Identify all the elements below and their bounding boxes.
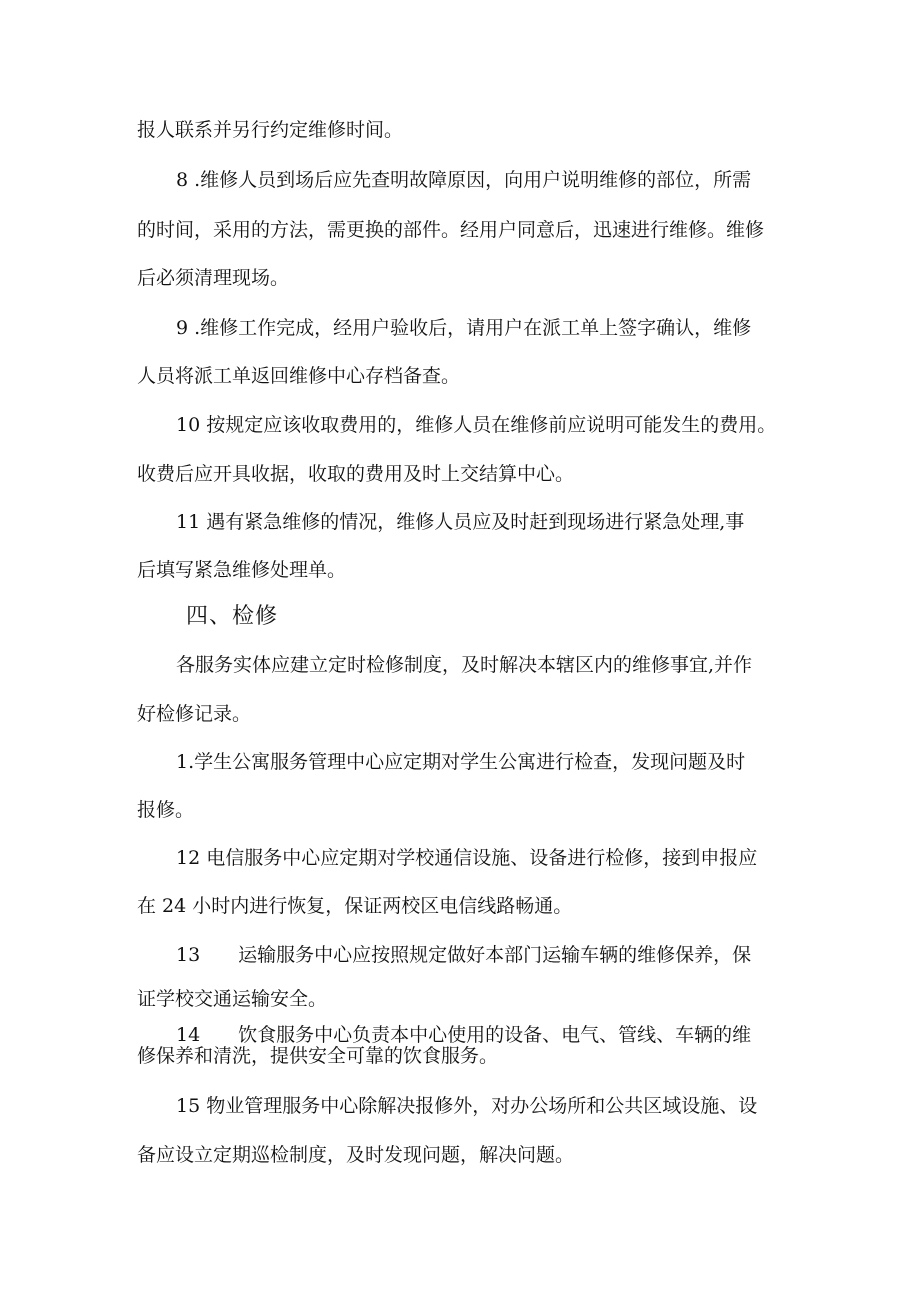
paragraph-9-line-1: 9 .维修工作完成，经用户验收后，请用户在派工单上签字确认，维修 [176, 317, 752, 339]
paragraph-10-line-1: 10 按规定应该收取费用的，维修人员在维修前应说明可能发生的费用。 [176, 414, 777, 436]
paragraph-10-line-2: 收费后应开具收据，收取的费用及时上交结算中心。 [137, 463, 575, 485]
item-15-line-1: 15 物业管理服务中心除解决报修外，对办公场所和公共区域设施、设 [176, 1095, 758, 1117]
paragraph-11-line-1: 11 遇有紧急维修的情况，维修人员应及时赶到现场进行紧急处理,事 [176, 511, 745, 533]
paragraph-9-line-2: 人员将派工单返回维修中心存档备查。 [137, 365, 461, 387]
item-12-line-1: 12 电信服务中心应定期对学校通信设施、设备进行检修，接到申报应 [176, 847, 758, 869]
item-1-line-1: 1.学生公寓服务管理中心应定期对学生公寓进行检查，发现问题及时 [176, 751, 746, 773]
section-intro-line-1: 各服务实体应建立定时检修制度，及时解决本辖区内的维修事宜,并作 [176, 654, 753, 676]
item-1-line-2: 报修。 [137, 799, 195, 821]
item-14-line-1: 14 饮食服务中心负责本中心使用的设备、电气、管线、车辆的维 [176, 1024, 752, 1046]
item-13-line-1: 13 运输服务中心应按照规定做好本部门运输车辆的维修保养，保 [176, 944, 752, 966]
section-heading: 四、检修 [186, 604, 279, 629]
item-13-line-2: 证学校交通运输安全。 [137, 988, 328, 1010]
paragraph-11-line-2: 后填写紧急维修处理单。 [137, 559, 347, 581]
paragraph-8-line-1: 8 .维修人员到场后应先查明故障原因，向用户说明维修的部位，所需 [176, 169, 752, 191]
item-12-line-2: 在 24 小时内进行恢复，保证两校区电信线路畅通。 [137, 895, 573, 917]
item-15-line-2: 备应设立定期巡检制度，及时发现问题，解决问题。 [137, 1144, 575, 1166]
paragraph-8-line-2: 的时间，采用的方法，需更换的部件。经用户同意后，迅速进行维修。维修 [137, 219, 765, 241]
item-14-line-2: 修保养和清洗，提供安全可靠的饮食服务。 [137, 1045, 499, 1067]
body-line: 报人联系并另行约定维修时间。 [137, 119, 404, 141]
section-intro-line-2: 好检修记录。 [137, 703, 252, 725]
paragraph-8-line-3: 后必须清理现场。 [137, 267, 290, 289]
